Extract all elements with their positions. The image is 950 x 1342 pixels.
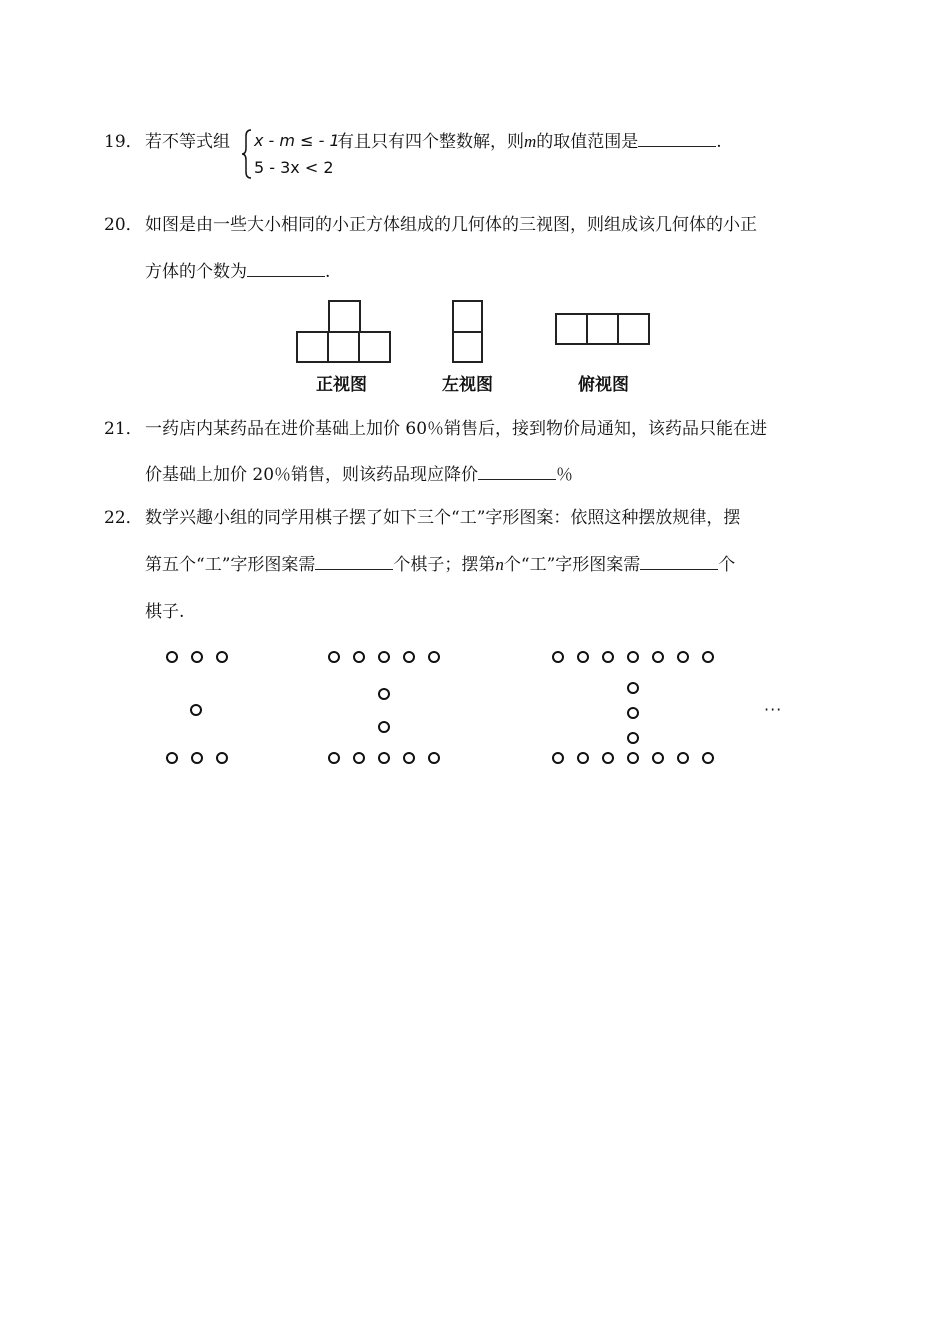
caption-left-view: 左视图: [442, 375, 493, 395]
chess-piece-icon: [378, 651, 390, 663]
system-brace: [240, 128, 254, 180]
chess-piece-icon: [328, 752, 340, 764]
ellipsis: ···: [764, 700, 783, 719]
chess-piece-icon: [577, 651, 589, 663]
chess-piece-icon: [191, 651, 203, 663]
q19-text-b: 有且只有四个整数解，则m的取值范围是 .: [337, 132, 722, 152]
chess-piece-icon: [190, 704, 202, 716]
chess-piece-icon: [403, 752, 415, 764]
chess-piece-icon: [677, 752, 689, 764]
q21-line-2: 价基础上加价 20％销售，则该药品现应降价 ％: [145, 465, 574, 485]
chess-piece-icon: [378, 752, 390, 764]
chess-piece-icon: [627, 651, 639, 663]
chess-piece-icon: [627, 732, 639, 744]
caption-top-view: 俯视图: [578, 375, 629, 395]
caption-front-view: 正视图: [316, 375, 367, 395]
chess-piece-icon: [216, 651, 228, 663]
chess-piece-icon: [353, 752, 365, 764]
inequality-1: x - m ≤ - 1: [254, 131, 340, 150]
q19-text-a: 若不等式组: [145, 132, 230, 152]
chess-piece-icon: [652, 752, 664, 764]
chess-piece-icon: [577, 752, 589, 764]
q22-answer-blank-1[interactable]: [315, 554, 393, 570]
chess-piece-icon: [166, 752, 178, 764]
chess-piece-icon: [428, 651, 440, 663]
chess-piece-icon: [166, 651, 178, 663]
chess-piece-icon: [552, 752, 564, 764]
q19-answer-blank[interactable]: [638, 131, 716, 147]
q22-answer-blank-2[interactable]: [640, 554, 718, 570]
chess-piece-icon: [216, 752, 228, 764]
chess-piece-icon: [702, 752, 714, 764]
q20-number: 20．: [104, 215, 143, 235]
q22-line-2: 第五个“工”字形图案需 个棋子；摆第n个“工”字形图案需 个: [145, 555, 736, 575]
chess-piece-icon: [552, 651, 564, 663]
q22-line-1: 数学兴趣小组的同学用棋子摆了如下三个“工”字形图案：依照这种摆放规律，摆: [145, 508, 741, 528]
chess-piece-icon: [627, 707, 639, 719]
chess-piece-icon: [378, 688, 390, 700]
q22-line-3: 棋子.: [145, 602, 185, 622]
chess-piece-icon: [652, 651, 664, 663]
chess-piece-icon: [353, 651, 365, 663]
q21-line-1: 一药店内某药品在进价基础上加价 60％销售后，接到物价局通知，该药品只能在进: [145, 419, 768, 439]
chess-piece-icon: [428, 752, 440, 764]
q20-line-1: 如图是由一些大小相同的小正方体组成的几何体的三视图，则组成该几何体的小正: [145, 215, 757, 235]
chess-piece-icon: [191, 752, 203, 764]
chess-piece-icon: [328, 651, 340, 663]
chess-piece-icon: [627, 682, 639, 694]
q21-number: 21．: [104, 419, 143, 439]
chess-piece-icon: [602, 752, 614, 764]
chess-piece-icon: [602, 651, 614, 663]
chess-piece-icon: [677, 651, 689, 663]
chess-piece-icon: [378, 721, 390, 733]
q20-answer-blank[interactable]: [247, 261, 325, 277]
q19-number: 19．: [104, 132, 143, 152]
chess-piece-icon: [403, 651, 415, 663]
chess-piece-icon: [627, 752, 639, 764]
q21-answer-blank[interactable]: [478, 464, 556, 480]
chess-piece-icon: [702, 651, 714, 663]
inequality-2: 5 - 3x < 2: [254, 158, 334, 177]
q22-number: 22．: [104, 508, 143, 528]
q20-line-2: 方体的个数为 .: [145, 262, 331, 282]
